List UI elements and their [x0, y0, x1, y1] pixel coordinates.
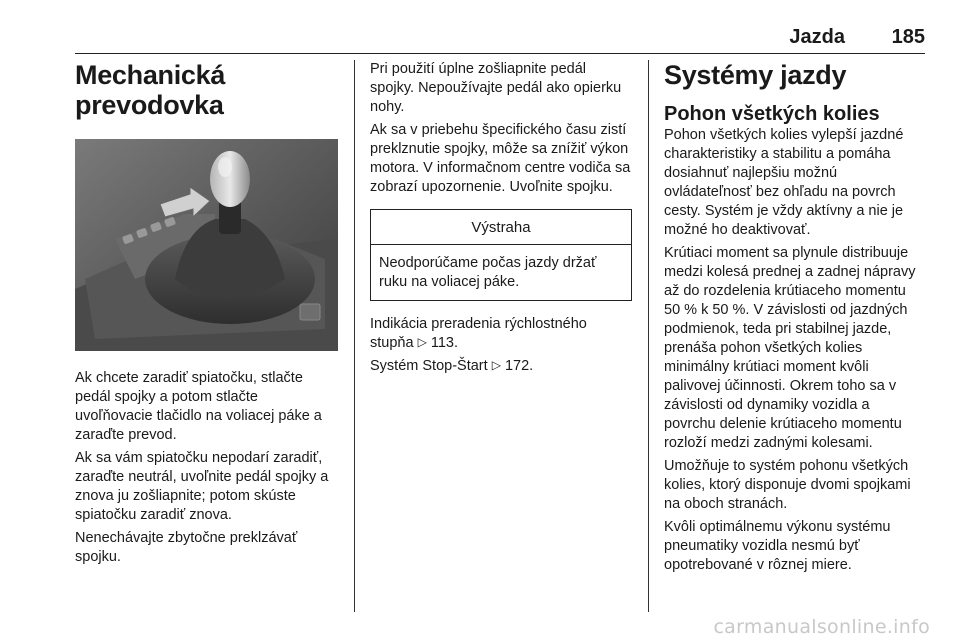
subheading-all-wheel-drive: Pohon všetkých kolies [664, 103, 880, 125]
gear-lever-drawing [75, 139, 338, 351]
warning-text: Neodporúčame počas jazdy držať ruku na voliacej páke. [379, 255, 597, 290]
warning-box [370, 209, 632, 301]
paragraph: Pri použití úplne zošliapnite pedál spojky. Nepoužívajte pedál ako opierku nohy. [370, 61, 622, 115]
warning-title: Výstraha [371, 210, 631, 245]
page-header [75, 26, 925, 54]
column-divider [354, 60, 355, 612]
column-divider [648, 60, 649, 612]
paragraph: Umožňuje to systém pohonu všetkých kolies, ktorý disponuje dvomi spojkami na oboch stranách. [664, 458, 911, 512]
paragraph: Ak sa v priebehu špecifického času zistí preklznutie spojky, môže sa znížiť výkon motora. V informačnom centre vodiča sa zobrazí upozornenie. Uvoľnite spojku. [370, 122, 631, 195]
column-middle [370, 60, 632, 380]
page-number: 185 [891, 26, 925, 48]
page-reference-arrow-icon: ▷ [491, 358, 501, 372]
column-left [75, 60, 338, 571]
cross-reference-stop-start: Systém Stop-Štart ▷ 172. [370, 358, 534, 374]
page-reference-arrow-icon: ▷ [417, 335, 427, 349]
column-right [664, 60, 925, 579]
paragraph: Ak chcete zaradiť spiatočku, stlačte pedál spojky a potom stlačte uvoľňovacie tlačidlo na voliacej páke a zaraďte prevod. [75, 370, 322, 443]
paragraph: Ak sa vám spiatočku nepodarí zaradiť, zaraďte neutrál, uvoľnite pedál spojky a znova ju zošliapnite; potom skúste spiatočku zaradiť znova. [75, 450, 329, 523]
paragraph: Nenechávajte zbytočne preklzávať spojku. [75, 530, 298, 565]
watermark: carmanualsonline.info [713, 616, 930, 638]
cross-reference-gear-indication: Indikácia preradenia rýchlostného stupňa ▷ 113. [370, 316, 587, 351]
paragraph: Krútiaci moment sa plynule distribuuje medzi kolesá prednej a zadnej nápravy až do rozdelenia krútiaceho momentu 50 % k 50 %. V závislosti od jazdných podmienok, teda pri stabilnej jazde, prenáša pohon všetkých kolies minimálny krútiaci moment kvôli palivovej účinnosti. Okrem toho sa v závislosti od dynamiky vozidla a povrchu delenie krútiaceho momentu rozloží medzi zadnými kolesami. [664, 245, 916, 451]
gear-lever-illustration [75, 139, 338, 351]
heading-driving-systems: Systémy jazdy [664, 60, 847, 90]
section-title: Jazda [789, 26, 845, 48]
paragraph: Pohon všetkých kolies vylepší jazdné charakteristiky a stabilitu a pomáha dosiahnuť najlepšiu možnú ovládateľnosť bez ohľadu na povrch cesty. Systém je vždy aktívny a nie je možné ho deaktivovať. [664, 127, 904, 238]
paragraph: Kvôli optimálnemu výkonu systému pneumatiky vozidla nesmú byť opotrebované v rôznej miere. [664, 519, 891, 573]
heading-manual-transmission: Mechanická prevodovka [75, 60, 226, 120]
